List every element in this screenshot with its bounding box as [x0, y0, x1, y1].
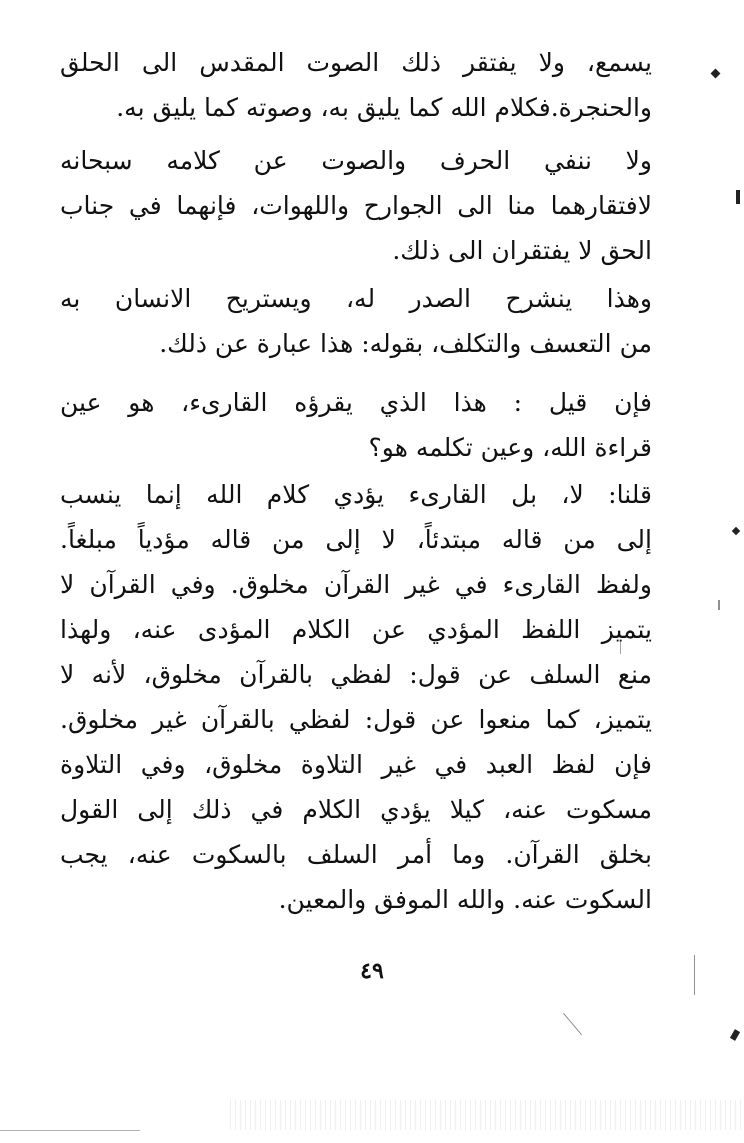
paragraph-3: [60, 276, 652, 366]
text-line: السكوت عنه. والله الموفق والمعين.: [278, 885, 652, 914]
text-line: إلى من قاله مبتدئاً، لا إلى من قاله مؤدياً مبلغاً.: [60, 525, 652, 554]
paragraph-1: [60, 40, 652, 130]
scan-mark: [730, 1029, 740, 1041]
text-line: قراءة الله، وعين تكلمه هو؟: [368, 433, 652, 462]
text-line: ولا ننفي الحرف والصوت عن كلامه سبحانه: [60, 146, 652, 175]
scan-mark: [620, 640, 621, 654]
scan-mark: [0, 1130, 140, 1131]
text-line: يتميز اللفظ المؤدي عن الكلام المؤدى عنه، ولهذا: [60, 615, 652, 644]
text-line: فإن قيل : هذا الذي يقرؤه القارىء، هو عين: [60, 388, 652, 417]
text-line: لافتقارهما منا الى الجوارح واللهوات، فإنهما في جناب: [60, 191, 652, 220]
text-line: مسكوت عنه، كيلا يؤدي الكلام في ذلك إلى القول: [60, 795, 652, 824]
text-line: بخلق القرآن. وما أمر السلف بالسكوت عنه، يجب: [60, 840, 652, 869]
scan-mark: [732, 527, 740, 535]
text-line: قلنا: لا، بل القارىء يؤدي كلام الله إنما ينسب: [60, 480, 652, 509]
scan-mark: [711, 69, 721, 79]
scan-mark: [563, 1013, 582, 1035]
scan-mark: [718, 600, 720, 610]
text-line: منع السلف عن قول: لفظي بالقرآن مخلوق، لأنه لا: [60, 660, 652, 689]
text-line: وهذا ينشرح الصدر له، ويستريح الانسان به: [60, 284, 652, 313]
paragraph-4: [60, 380, 652, 470]
paragraph-2: [60, 138, 652, 273]
text-line: ولفظ القارىء في غير القرآن مخلوق. وفي القرآن لا: [60, 570, 652, 599]
text-line: الحق لا يفتقران الى ذلك.: [392, 236, 652, 265]
text-line: يتميز، كما منعوا عن قول: لفظي بالقرآن غير مخلوق.: [60, 705, 652, 734]
page-number: ٤٩: [360, 958, 384, 984]
scan-mark: [694, 955, 695, 995]
scan-mark: [736, 190, 740, 204]
paragraph-5: [60, 472, 652, 922]
text-line: يسمع، ولا يفتقر ذلك الصوت المقدس الى الحلق: [60, 48, 652, 77]
scan-noise: [230, 1100, 744, 1130]
text-line: فإن لفظ العبد في غير التلاوة مخلوق، وفي التلاوة: [60, 750, 652, 779]
text-line: والحنجرة.فكلام الله كما يليق به، وصوته كما يليق به.: [116, 93, 652, 122]
text-line: من التعسف والتكلف، بقوله: هذا عبارة عن ذلك.: [159, 329, 652, 358]
